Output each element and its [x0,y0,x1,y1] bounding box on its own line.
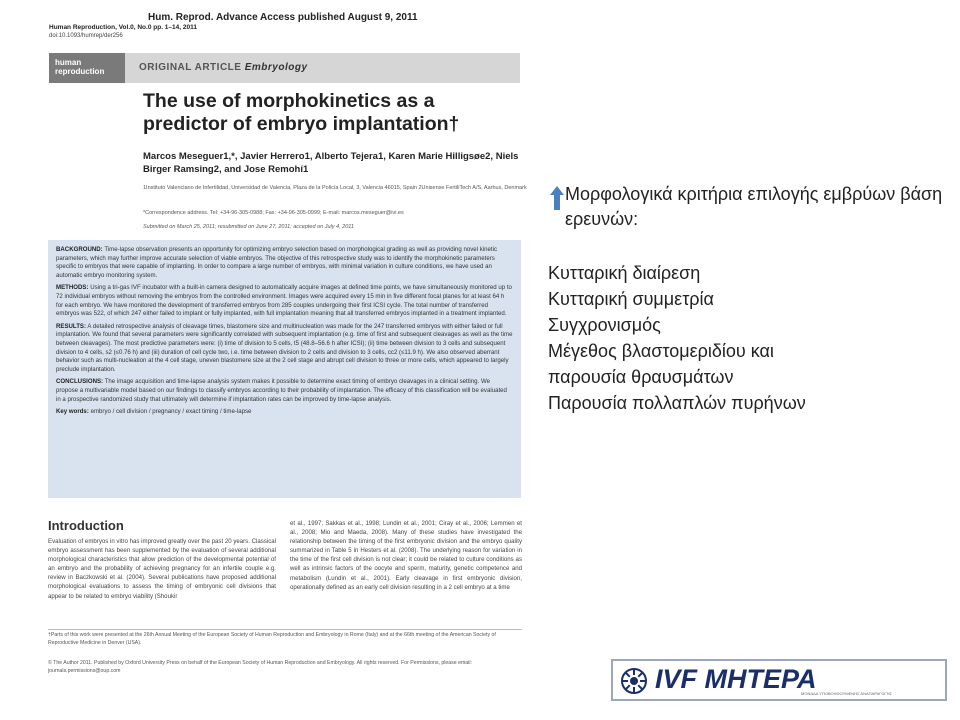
abstract-methods: METHODS: Using a tri-gas IVF incubator with a built-in camera designed to automatically acquire images at defined time points, we have simultaneously monitored up to 72 individual embryos without removing the embryos from the controlled environment. Images were acquired every 15 min in five different focal planes for at least 64 h for each embryo. We have monitored the development of transferred embryos from 285 couples undergoing their first ICSI cycle. The total number of transferred embryos was 522, of which 247 either failed to implant or fully implanted, with full implantation meaning that all transferred embryos implanted in a treatment implanted. [56,284,512,318]
doi-line: doi:10.1093/humrep/der256 [49,33,123,39]
criteria-item-synchronization: Συγχρονισμός [548,315,661,335]
criteria-item-multinucleation: Παρουσία πολλαπλών πυρήνων [548,393,806,413]
criteria-item-cell-symmetry: Κυτταρική συμμετρία [548,289,714,309]
submission-dates: Submitted on March 25, 2011; resubmitted on June 27, 2011; accepted on July 4, 2011 [143,224,354,230]
article-title: The use of morphokinetics as a predictor of embryo implantation† [143,90,460,135]
keywords: Key words: embryo / cell division / pregnancy / exact timing / time-lapse [56,408,252,416]
criteria-heading [548,182,948,232]
article-page-image [28,0,528,690]
journal-logo-line1: human [55,58,82,67]
footnote-presentation: †Parts of this work were presented at the 26th Annual Meeting of the European Society of Human Reproduction and Embryology in Rome (Italy) and at the 66th meeting of the American Society of Reproductive Medicine in Denver (USA). [48,632,496,646]
advance-access-line: Hum. Reprod. Advance Access published August 9, 2011 [148,12,418,23]
ivf-mitera-wordmark: IVF ΜΗΤΕΡΑ [655,664,817,694]
footnote-divider [48,629,522,630]
criteria-item-blastomere-size: Μέγεθος βλαστομεριδίου και [548,341,774,361]
journal-logo [49,53,125,83]
correspondence: *Correspondence address. Tel: +34-96-305-0988; Fax: +34-96-305-0999; E-mail: marcos.meseguer@ivi.es [143,210,404,216]
affiliations: 1Instituto Valenciano de Infertilidad, Universidad de Valencia, Plaza de la Policía Local, 3, Valencia 46015, Spain 2Unisense FertiliTech A/S, Aarhus, Denmark [143,185,527,191]
footnote-copyright: © The Author 2011. Published by Oxford University Press on behalf of the European Society of Human Reproduction and Embryology. All rights reserved. For Permissions, please email: journals.permissions@oup.com [48,660,472,674]
criteria-list [548,260,948,416]
clinic-emblem-icon [620,667,648,695]
section-label: ORIGINAL ARTICLE [139,62,242,73]
criteria-item-fragments: παρουσία θραυσμάτων [548,367,734,387]
abstract-conclusions: CONCLUSIONS: The image acquisition and time-lapse analysis system makes it possible to determine exact timing of embryo cleavages in a clinical setting. We propose a multivariable model based on our findings to classify embryos according to their probability of implantation. The efficacy of this classification will be evaluated in a prospective randomized study that ultimately will determine if implantation rates can be improved by time-lapse analysis. [56,378,507,403]
criteria-heading-text: Μορφολογικά κριτήρια επιλογής εμβρύων βάση ερευνών: [565,184,943,229]
ivf-mitera-logo [611,659,947,701]
article-type-label [139,62,308,73]
section-topic: Embryology [244,62,308,73]
journal-logo-line2: reproduction [55,67,105,76]
abstract-box [48,240,521,498]
introduction-heading: Introduction [48,518,124,533]
intro-column-2: et al., 1997; Sakkas et al., 1998; Lundin et al., 2001; Ciray et al., 2006; Lemmen et al., 2008; Mio and Maeda, 2008). Many of these studies have investigated the relationship between the timing of the first embryonic division and the embryo quality summarized in Table 5 in Hesters et al. (2008). The underlying reason for variation in the time of the first cell division is not clear; it could be related to culture conditions as well as intrinsic factors of the oocyte and sperm, maturity, genetic competence and metabolism (Lundin et al., 2001). Early cleavage in first embryonic division, operationally defined as an early cell division resulting in a 2 cell embryo at a time [290,520,522,591]
abstract-background: BACKGROUND: Time-lapse observation presents an opportunity for optimizing embryo selection based on morphological grading as well as providing novel kinetic parameters, which may further improve accurate selection of viable embryos. The objective of this retrospective study was to identify the morphokinetic parameters specific to embryos that were capable of implanting. In order to compare a large number of embryos, with minimal variation in culture conditions, we have used an automatic embryo monitoring system. [56,246,498,279]
up-arrow-icon [550,186,564,210]
abstract-results: RESULTS: A detailed retrospective analysis of cleavage times, blastomere size and multinucleation was made for the 247 transferred embryos with either failed or full implantation. We found that several parameters were significantly correlated with subsequent implantation (e.g. time of first and subsequent cleavages as well as the time between cleavages). The most predictive parameters were: (i) time of division to 5 cells, t5 (48.8–56.6 h after ICSI); (ii) time between division to 3 cells and subsequent division to 4 cells, s2 (≤0.76 h) and (iii) duration of cell cycle two, i.e. time between division to 2 cells and division to 3 cells, cc2 (≤11.9 h). We also observed aberrant behavior such as multi-nucleation at the 4 cell stage, uneven blastomere size at the 2 cell stage and abrupt cell division to three or more cells, which appeared to largely preclude implantation. [56,322,513,373]
criteria-panel [548,182,948,416]
ivf-mitera-subtitle: ΜΟΝΑΔΑ ΥΠΟΒΟΗΘΟΥΜΕΝΗΣ ΑΝΑΠΑΡΑΓΩΓΗΣ [801,691,892,696]
journal-citation: Human Reproduction, Vol.0, No.0 pp. 1–14, 2011 [49,24,197,31]
article-type-bar [49,53,520,83]
intro-column-1: Evaluation of embryos in vitro has improved greatly over the past 20 years. Classical embryo assessment has been supplemented by the evaluation of several additional morphological characteristics that allow prediction of the developmental potential of an embryo and the probability of achieving pregnancy for an infertile couple e.g. review in Baczkowski et al. (2004). Several publications have proposed additional morphological evaluations to assess the timing of embryonic cell divisions that appear to be related to embryo viability (Shoukir [48,538,276,600]
author-list: Marcos Meseguer1,*, Javier Herrero1, Alberto Tejera1, Karen Marie Hilligsøe2, Niels Birger Ramsing2, and Jose Remohí1 [143,151,519,175]
criteria-item-cell-division: Κυτταρική διαίρεση [548,263,701,283]
